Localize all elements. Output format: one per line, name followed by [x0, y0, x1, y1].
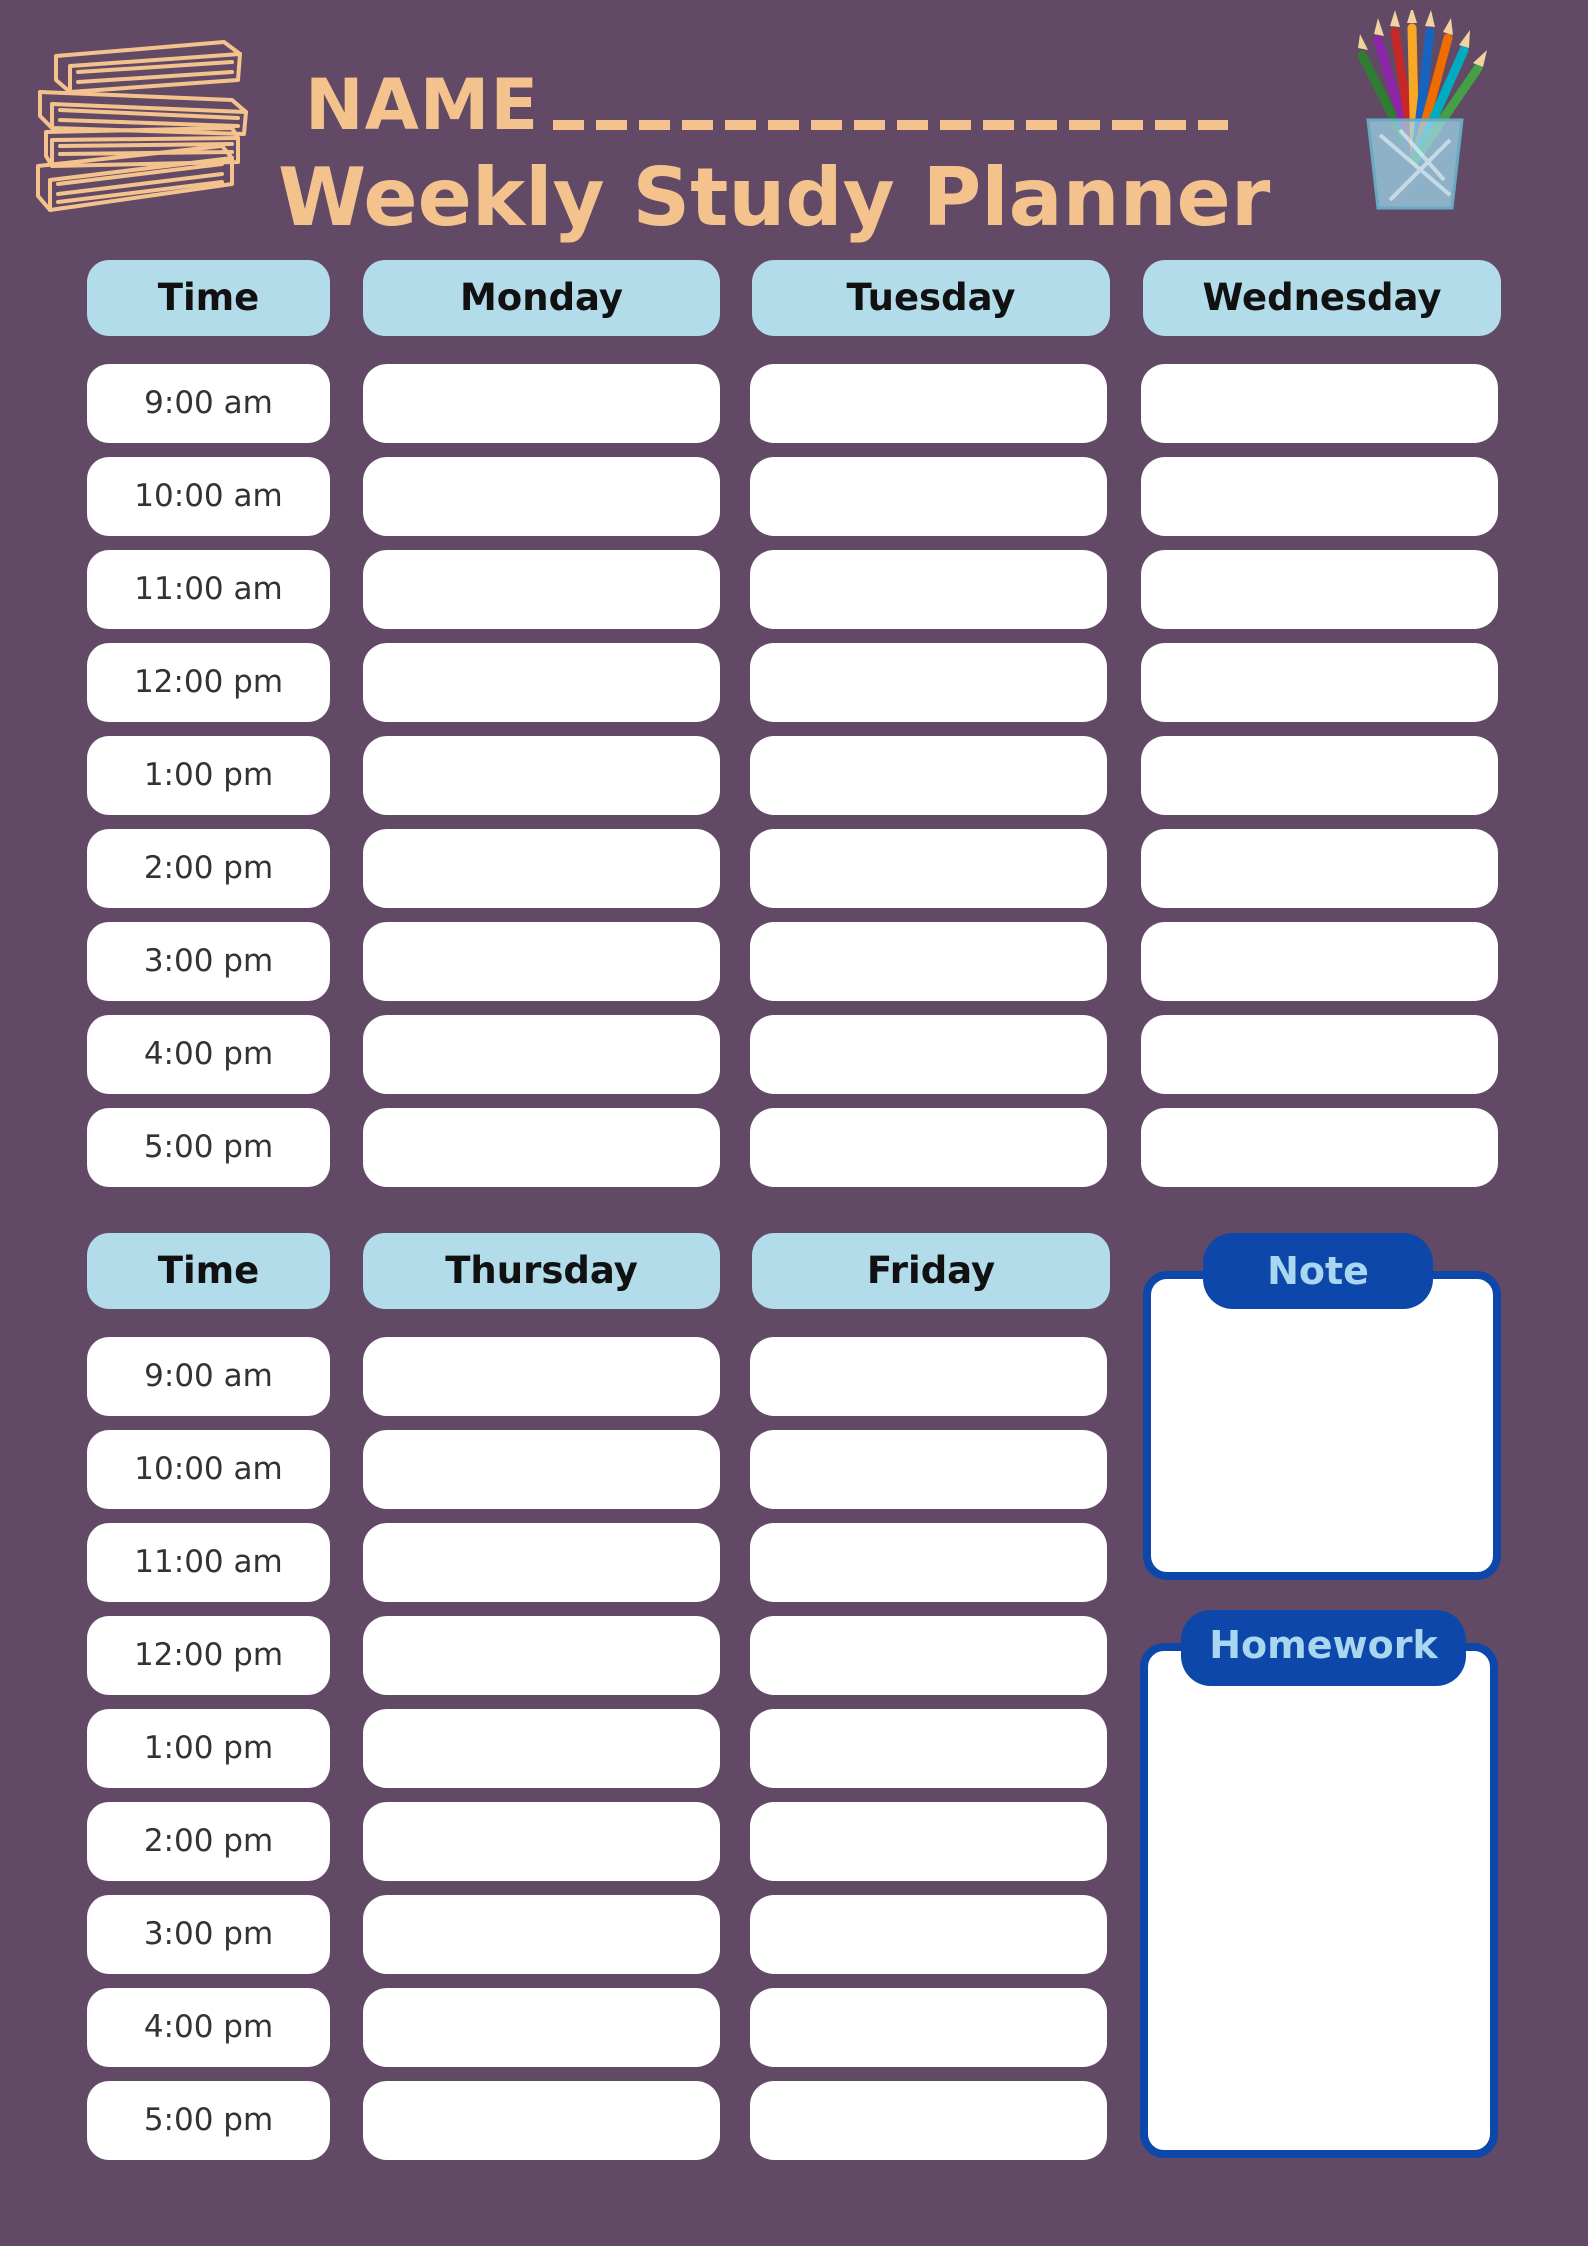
day-header-friday: Friday — [752, 1233, 1110, 1309]
schedule-cell-tuesday[interactable] — [750, 643, 1107, 722]
schedule-cell-wednesday[interactable] — [1141, 457, 1498, 536]
schedule-cell-monday[interactable] — [363, 1108, 720, 1187]
time-slot: 11:00 am — [87, 1523, 330, 1602]
name-label: NAME — [305, 64, 540, 146]
schedule-cell-tuesday[interactable] — [750, 922, 1107, 1001]
time-slot: 10:00 am — [87, 1430, 330, 1509]
time-slot: 9:00 am — [87, 1337, 330, 1416]
schedule-cell-thursday[interactable] — [363, 1523, 720, 1602]
schedule-cell-wednesday[interactable] — [1141, 736, 1498, 815]
schedule-cell-monday[interactable] — [363, 643, 720, 722]
time-slot: 1:00 pm — [87, 736, 330, 815]
time-slot: 3:00 pm — [87, 922, 330, 1001]
schedule-cell-monday[interactable] — [363, 364, 720, 443]
note-box[interactable] — [1143, 1271, 1501, 1580]
schedule-cell-tuesday[interactable] — [750, 829, 1107, 908]
note-label: Note — [1203, 1233, 1433, 1309]
schedule-cell-friday[interactable] — [750, 1988, 1107, 2067]
schedule-cell-tuesday[interactable] — [750, 736, 1107, 815]
schedule-cell-monday[interactable] — [363, 457, 720, 536]
schedule-cell-friday[interactable] — [750, 2081, 1107, 2160]
schedule-cell-thursday[interactable] — [363, 1802, 720, 1881]
schedule-cell-thursday[interactable] — [363, 1337, 720, 1416]
schedule-cell-wednesday[interactable] — [1141, 829, 1498, 908]
time-slot: 1:00 pm — [87, 1709, 330, 1788]
schedule-cell-wednesday[interactable] — [1141, 364, 1498, 443]
time-slot: 11:00 am — [87, 550, 330, 629]
time-column-header: Time — [87, 1233, 330, 1309]
schedule-cell-friday[interactable] — [750, 1523, 1107, 1602]
schedule-cell-wednesday[interactable] — [1141, 550, 1498, 629]
schedule-cell-monday[interactable] — [363, 1015, 720, 1094]
schedule-cell-friday[interactable] — [750, 1709, 1107, 1788]
time-slot: 4:00 pm — [87, 1015, 330, 1094]
homework-box[interactable] — [1140, 1643, 1498, 2158]
time-slot: 2:00 pm — [87, 1802, 330, 1881]
schedule-cell-wednesday[interactable] — [1141, 1108, 1498, 1187]
schedule-cell-tuesday[interactable] — [750, 457, 1107, 536]
time-slot: 3:00 pm — [87, 1895, 330, 1974]
schedule-cell-monday[interactable] — [363, 922, 720, 1001]
name-input-line[interactable] — [553, 120, 1228, 130]
time-slot: 10:00 am — [87, 457, 330, 536]
schedule-cell-wednesday[interactable] — [1141, 922, 1498, 1001]
books-icon — [32, 34, 268, 214]
day-header-wednesday: Wednesday — [1143, 260, 1501, 336]
schedule-cell-tuesday[interactable] — [750, 1108, 1107, 1187]
schedule-cell-friday[interactable] — [750, 1337, 1107, 1416]
schedule-cell-thursday[interactable] — [363, 1616, 720, 1695]
time-slot: 9:00 am — [87, 364, 330, 443]
homework-label: Homework — [1181, 1610, 1466, 1686]
schedule-cell-thursday[interactable] — [363, 1709, 720, 1788]
time-slot: 4:00 pm — [87, 1988, 330, 2067]
time-slot: 5:00 pm — [87, 1108, 330, 1187]
schedule-cell-tuesday[interactable] — [750, 364, 1107, 443]
page-title: Weekly Study Planner — [278, 151, 1271, 244]
schedule-cell-wednesday[interactable] — [1141, 1015, 1498, 1094]
schedule-cell-tuesday[interactable] — [750, 1015, 1107, 1094]
schedule-cell-friday[interactable] — [750, 1430, 1107, 1509]
time-slot: 5:00 pm — [87, 2081, 330, 2160]
time-slot: 12:00 pm — [87, 643, 330, 722]
schedule-cell-thursday[interactable] — [363, 1988, 720, 2067]
schedule-cell-tuesday[interactable] — [750, 550, 1107, 629]
schedule-cell-friday[interactable] — [750, 1802, 1107, 1881]
schedule-cell-thursday[interactable] — [363, 1895, 720, 1974]
schedule-cell-friday[interactable] — [750, 1895, 1107, 1974]
time-slot: 2:00 pm — [87, 829, 330, 908]
schedule-cell-friday[interactable] — [750, 1616, 1107, 1695]
schedule-cell-thursday[interactable] — [363, 2081, 720, 2160]
schedule-cell-wednesday[interactable] — [1141, 643, 1498, 722]
day-header-monday: Monday — [363, 260, 720, 336]
time-slot: 12:00 pm — [87, 1616, 330, 1695]
pencil-cup-icon — [1340, 10, 1490, 215]
schedule-cell-thursday[interactable] — [363, 1430, 720, 1509]
schedule-cell-monday[interactable] — [363, 829, 720, 908]
day-header-thursday: Thursday — [363, 1233, 720, 1309]
day-header-tuesday: Tuesday — [752, 260, 1110, 336]
time-column-header: Time — [87, 260, 330, 336]
schedule-cell-monday[interactable] — [363, 550, 720, 629]
schedule-cell-monday[interactable] — [363, 736, 720, 815]
